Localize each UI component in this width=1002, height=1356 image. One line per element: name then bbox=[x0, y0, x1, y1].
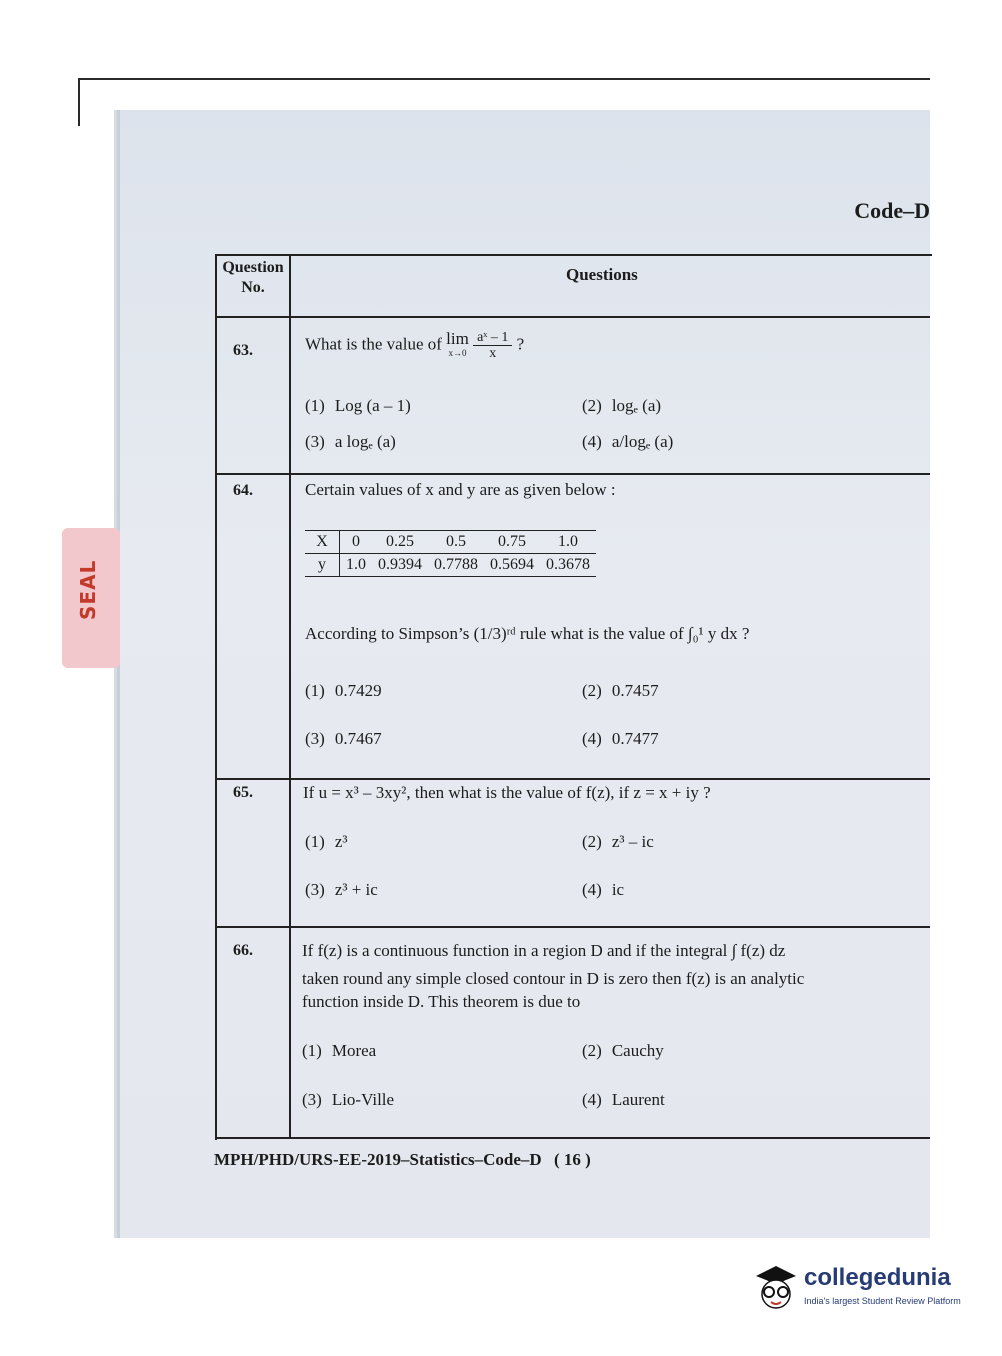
row-divider bbox=[215, 1137, 930, 1139]
option-number: (3) bbox=[305, 880, 325, 899]
option-number: (1) bbox=[302, 1041, 322, 1060]
question-64-stem: Certain values of x and y are as given below : bbox=[305, 480, 616, 499]
code-label: Code–D bbox=[854, 198, 930, 223]
y-label: y bbox=[305, 554, 340, 577]
question-66-line: If f(z) is a continuous function in a region D and if the integral ∫ f(z) dz bbox=[302, 941, 786, 960]
option-number: (4) bbox=[582, 432, 602, 451]
option bbox=[582, 1041, 664, 1061]
row-divider bbox=[215, 778, 930, 780]
question-65-stem: If u = x³ – 3xy², then what is the value of f(z), if z = x + iy ? bbox=[303, 783, 711, 802]
option-number: (3) bbox=[305, 432, 325, 451]
values-table bbox=[305, 530, 596, 577]
page-footer bbox=[214, 1150, 591, 1170]
option bbox=[305, 396, 411, 416]
option-text: z³ bbox=[334, 832, 348, 851]
y-value: 1.0 bbox=[346, 556, 366, 573]
option-text: a logₑ (a) bbox=[334, 432, 396, 451]
x-value: 1.0 bbox=[540, 531, 596, 554]
header-questions: Questions bbox=[566, 265, 638, 284]
option-text: z³ – ic bbox=[611, 832, 654, 851]
option bbox=[582, 880, 624, 900]
option-text: a/logₑ (a) bbox=[611, 432, 674, 451]
y-value: 0.3678 bbox=[546, 556, 590, 573]
option bbox=[582, 681, 659, 701]
option-number: (2) bbox=[582, 1041, 602, 1060]
brand-tagline: India's largest Student Review Platform bbox=[804, 1296, 961, 1306]
option bbox=[305, 432, 396, 452]
option-number: (4) bbox=[582, 729, 602, 748]
option bbox=[582, 1090, 665, 1110]
x-value: 0.75 bbox=[484, 531, 540, 554]
option-text: Lio-Ville bbox=[331, 1090, 395, 1109]
x-label: X bbox=[305, 531, 340, 554]
mascot-icon bbox=[752, 1262, 800, 1312]
option-text: ic bbox=[611, 880, 625, 899]
option bbox=[582, 396, 661, 416]
scan-top-border bbox=[78, 78, 930, 80]
option-text: 0.7467 bbox=[334, 729, 382, 748]
lim-word: lim bbox=[446, 328, 469, 348]
option bbox=[582, 729, 659, 749]
option-number: (1) bbox=[305, 832, 325, 851]
option-number: (3) bbox=[302, 1090, 322, 1109]
question-64-stem-2: According to Simpson’s (1/3)ʳᵈ rule what is the value of ∫₀¹ y dx ? bbox=[305, 624, 750, 643]
option bbox=[305, 681, 382, 701]
option bbox=[302, 1090, 394, 1110]
y-value: 0.7788 bbox=[434, 556, 478, 573]
y-value: 0.9394 bbox=[378, 556, 422, 573]
option bbox=[305, 880, 378, 900]
scan-left-border bbox=[78, 78, 80, 126]
fraction-numerator: aˣ – 1 bbox=[473, 330, 512, 346]
fraction bbox=[473, 330, 512, 361]
option-number: (1) bbox=[305, 396, 325, 415]
question-number: 64. bbox=[233, 482, 253, 499]
fraction-denominator: x bbox=[489, 346, 497, 361]
option-text: logₑ (a) bbox=[611, 396, 662, 415]
option bbox=[302, 1041, 376, 1061]
header-question-no: Question No. bbox=[222, 259, 284, 296]
lim-subscript: x→0 bbox=[448, 347, 467, 358]
option-text: Log (a – 1) bbox=[334, 396, 411, 415]
option-number: (4) bbox=[582, 880, 602, 899]
option bbox=[582, 832, 654, 852]
question-number: 65. bbox=[233, 784, 253, 801]
x-value: 0.25 bbox=[372, 531, 428, 554]
question-number: 66. bbox=[233, 942, 253, 959]
row-divider bbox=[215, 316, 930, 318]
option-number: (4) bbox=[582, 1090, 602, 1109]
question-66-line: function inside D. This theorem is due to bbox=[302, 992, 581, 1011]
page-number: ( 16 ) bbox=[553, 1150, 591, 1169]
option-text: 0.7477 bbox=[611, 729, 659, 748]
option-text: 0.7457 bbox=[611, 681, 659, 700]
option-text: Cauchy bbox=[611, 1041, 664, 1060]
limit-expression bbox=[446, 328, 469, 360]
question-number: 63. bbox=[233, 342, 253, 359]
y-value: 0.5694 bbox=[490, 556, 534, 573]
stem-suffix: ? bbox=[516, 334, 525, 354]
x-value: 0 bbox=[340, 531, 373, 554]
stem-prefix: What is the value of bbox=[305, 334, 442, 354]
option-text: 0.7429 bbox=[334, 681, 382, 700]
option-text: Morea bbox=[331, 1041, 377, 1060]
option bbox=[582, 432, 673, 452]
brand-name: collegedunia bbox=[804, 1264, 951, 1291]
question-63-stem bbox=[305, 330, 524, 361]
option-number: (2) bbox=[582, 396, 602, 415]
option-number: (2) bbox=[582, 681, 602, 700]
option-number: (1) bbox=[305, 681, 325, 700]
row-divider bbox=[215, 926, 930, 928]
footer-code: MPH/PHD/URS-EE-2019–Statistics–Code–D bbox=[214, 1150, 542, 1169]
option-text: Laurent bbox=[611, 1090, 665, 1109]
option-number: (2) bbox=[582, 832, 602, 851]
row-divider bbox=[215, 473, 930, 475]
column-divider bbox=[289, 254, 291, 1138]
option bbox=[305, 729, 382, 749]
x-value: 0.5 bbox=[428, 531, 484, 554]
collegedunia-logo bbox=[752, 1262, 972, 1312]
seal-stamp-text: SEAL bbox=[76, 559, 100, 620]
option-text: z³ + ic bbox=[334, 880, 378, 899]
option-number: (3) bbox=[305, 729, 325, 748]
option bbox=[305, 832, 347, 852]
question-66-line: taken round any simple closed contour in D is zero then f(z) is an analytic bbox=[302, 969, 805, 988]
